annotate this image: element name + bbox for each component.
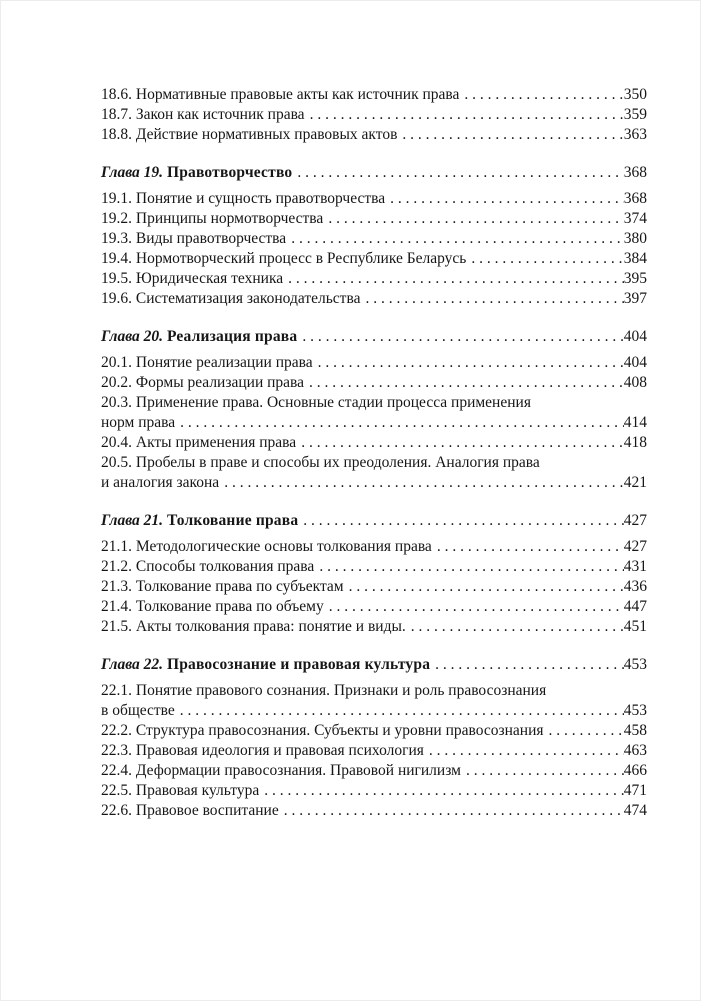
toc-chapter-title: Толкование права xyxy=(166,512,299,529)
toc-entry-row xyxy=(101,163,647,183)
toc-item-entry xyxy=(101,741,647,761)
dot-leader xyxy=(360,289,623,309)
toc-entry-label: 22.3. Правовая идеология и правовая психология xyxy=(101,742,424,759)
toc-entry-label: 22.4. Деформации правосознания. Правовой нигилизм xyxy=(101,762,461,779)
toc-item-entry xyxy=(101,577,647,597)
toc-entry-label: 21.3. Толкование права по субъектам xyxy=(101,578,344,595)
toc-chapter-title: Правосознание и правовая культура xyxy=(166,656,431,673)
toc-entry-row xyxy=(101,721,647,741)
dot-leader xyxy=(313,353,624,373)
toc-entry-label: 22.2. Структура правосознания. Субъекты и уровни правосознания xyxy=(101,722,544,739)
toc-page-number: 384 xyxy=(623,250,647,267)
toc-page-number: 368 xyxy=(623,164,647,181)
table-of-contents xyxy=(101,85,647,821)
toc-entry-row xyxy=(101,761,647,781)
toc-chapter-number: Глава 20. xyxy=(101,328,167,345)
toc-page-number: 427 xyxy=(623,538,647,555)
dot-leader xyxy=(219,473,624,493)
dot-leader xyxy=(430,655,624,675)
toc-page-number: 453 xyxy=(623,702,647,719)
toc-entry-label: в обществе xyxy=(101,702,175,719)
toc-entry-label: 20.1. Понятие реализации права xyxy=(101,354,313,371)
toc-entry-row xyxy=(101,781,647,801)
toc-entry-row xyxy=(101,353,647,373)
toc-entry-label: 21.1. Методологические основы толкования права xyxy=(101,538,432,555)
toc-chapter-entry xyxy=(101,655,647,675)
toc-entry-row xyxy=(101,189,647,209)
toc-page-number: 447 xyxy=(623,598,647,615)
toc-entry-text-line1: 20.5. Пробелы в праве и способы их преодоления. Аналогия права xyxy=(101,454,540,471)
toc-item-entry xyxy=(101,453,647,493)
toc-item-entry xyxy=(101,269,647,289)
toc-page-number: 359 xyxy=(623,106,647,123)
toc-entry-text-line1: 22.1. Понятие правового сознания. Признаки и роль правосознания xyxy=(101,682,547,699)
toc-chapter-entry xyxy=(101,511,647,531)
toc-page-number: 408 xyxy=(623,374,647,391)
toc-entry-row xyxy=(101,701,647,721)
toc-entry-label: 19.5. Юридическая техника xyxy=(101,270,284,287)
toc-entry-row xyxy=(101,801,647,821)
toc-entry-row xyxy=(101,617,647,637)
toc-page-number: 380 xyxy=(623,230,647,247)
toc-item-entry xyxy=(101,393,647,433)
toc-page-number: 436 xyxy=(623,578,647,595)
toc-chapter-entry xyxy=(101,163,647,183)
toc-entry-label: 18.8. Действие нормативных правовых актов xyxy=(101,126,398,143)
toc-item-entry xyxy=(101,781,647,801)
toc-entry-label: и аналогия закона xyxy=(101,474,220,491)
dot-leader xyxy=(283,269,624,289)
dot-leader xyxy=(175,413,624,433)
dot-leader xyxy=(297,327,623,347)
toc-entry-label: 18.6. Нормативные правовые акты как источник права xyxy=(101,86,460,103)
toc-page-number: 374 xyxy=(623,210,647,227)
dot-leader xyxy=(385,189,624,209)
toc-page-number: 368 xyxy=(623,190,647,207)
toc-entry-row xyxy=(101,125,647,145)
toc-item-entry xyxy=(101,373,647,393)
toc-page-number: 474 xyxy=(623,802,647,819)
toc-page-number: 404 xyxy=(623,328,647,345)
toc-entry-label: 21.2. Способы толкования права xyxy=(101,558,315,575)
toc-entry-row xyxy=(101,473,647,493)
toc-page-number: 397 xyxy=(623,290,647,307)
toc-entry-label xyxy=(101,655,430,675)
toc-item-entry xyxy=(101,249,647,269)
toc-entry-row xyxy=(101,373,647,393)
toc-entry-row xyxy=(101,229,647,249)
dot-leader xyxy=(286,229,624,249)
dot-leader xyxy=(175,701,624,721)
toc-item-entry xyxy=(101,801,647,821)
toc-item-entry xyxy=(101,105,647,125)
toc-entry-row xyxy=(101,289,647,309)
dot-leader xyxy=(406,617,624,637)
toc-chapter-number: Глава 21. xyxy=(101,512,167,529)
dot-leader xyxy=(314,557,623,577)
toc-entry-row xyxy=(101,557,647,577)
toc-chapter-entry xyxy=(101,327,647,347)
toc-entry-label: 19.6. Систематизация законодательства xyxy=(101,290,361,307)
toc-entry-row xyxy=(101,327,647,347)
toc-item-entry xyxy=(101,189,647,209)
dot-leader xyxy=(298,511,623,531)
toc-item-entry xyxy=(101,537,647,557)
toc-item-entry xyxy=(101,557,647,577)
dot-leader xyxy=(424,741,624,761)
toc-page-number: 451 xyxy=(623,618,647,635)
toc-entry-row xyxy=(101,269,647,289)
toc-entry-label: 20.2. Формы реализации права xyxy=(101,374,305,391)
toc-entry-label: 21.5. Акты толкования права: понятие и виды. xyxy=(101,618,406,635)
toc-page-number: 421 xyxy=(623,474,647,491)
toc-page-number: 414 xyxy=(623,414,647,431)
toc-item-entry xyxy=(101,761,647,781)
toc-entry-label: 22.6. Правовое воспитание xyxy=(101,802,279,819)
toc-item-entry xyxy=(101,597,647,617)
toc-item-entry xyxy=(101,353,647,373)
dot-leader xyxy=(544,721,624,741)
dot-leader xyxy=(304,373,624,393)
dot-leader xyxy=(259,781,624,801)
toc-page-number: 350 xyxy=(623,86,647,103)
toc-page-number: 463 xyxy=(623,742,647,759)
dot-leader xyxy=(466,249,623,269)
toc-entry-label: 19.2. Принципы нормотворчества xyxy=(101,210,324,227)
toc-page-number: 471 xyxy=(623,782,647,799)
dot-leader xyxy=(432,537,624,557)
dot-leader xyxy=(292,163,623,183)
toc-page-number: 395 xyxy=(623,270,647,287)
toc-entry-row xyxy=(101,433,647,453)
dot-leader xyxy=(344,577,624,597)
dot-leader xyxy=(461,761,624,781)
dot-leader xyxy=(397,125,623,145)
toc-page-number: 453 xyxy=(623,656,647,673)
toc-page-number: 363 xyxy=(623,126,647,143)
dot-leader xyxy=(459,85,623,105)
toc-entry-row xyxy=(101,741,647,761)
toc-chapter-title: Правотворчество xyxy=(166,164,293,181)
dot-leader xyxy=(323,209,623,229)
toc-entry-label xyxy=(101,511,298,531)
toc-page-number: 404 xyxy=(623,354,647,371)
toc-item-entry xyxy=(101,209,647,229)
toc-entry-label: 21.4. Толкование права по объему xyxy=(101,598,324,615)
toc-page-number: 458 xyxy=(623,722,647,739)
toc-item-entry xyxy=(101,85,647,105)
dot-leader xyxy=(305,105,624,125)
toc-entry-label xyxy=(101,327,297,347)
toc-entry-label: 19.4. Нормотворческий процесс в Республике Беларусь xyxy=(101,250,467,267)
toc-entry-row xyxy=(101,209,647,229)
toc-chapter-title: Реализация права xyxy=(166,328,298,345)
dot-leader xyxy=(296,433,624,453)
toc-item-entry xyxy=(101,681,647,721)
toc-entry-row xyxy=(101,85,647,105)
toc-entry-row xyxy=(101,597,647,617)
toc-entry-label: 20.4. Акты применения права xyxy=(101,434,297,451)
toc-item-entry xyxy=(101,125,647,145)
toc-entry-text-line1: 20.3. Применение права. Основные стадии процесса применения xyxy=(101,394,531,411)
dot-leader xyxy=(324,597,624,617)
toc-entry-label: норм права xyxy=(101,414,176,431)
toc-entry-label xyxy=(101,163,292,183)
toc-item-entry xyxy=(101,289,647,309)
toc-entry-label: 19.1. Понятие и сущность правотворчества xyxy=(101,190,386,207)
toc-page-number: 418 xyxy=(623,434,647,451)
dot-leader xyxy=(279,801,624,821)
toc-entry-row xyxy=(101,249,647,269)
toc-item-entry xyxy=(101,229,647,249)
toc-entry-row xyxy=(101,655,647,675)
toc-page-number: 427 xyxy=(623,512,647,529)
toc-item-entry xyxy=(101,721,647,741)
toc-entry-row xyxy=(101,105,647,125)
toc-chapter-number: Глава 22. xyxy=(101,656,167,673)
toc-entry-row xyxy=(101,413,647,433)
toc-page-number: 431 xyxy=(623,558,647,575)
toc-entry-label: 19.3. Виды правотворчества xyxy=(101,230,287,247)
toc-item-entry xyxy=(101,617,647,637)
toc-entry-row xyxy=(101,537,647,557)
toc-entry-label: 22.5. Правовая культура xyxy=(101,782,260,799)
toc-entry-row xyxy=(101,511,647,531)
toc-entry-row xyxy=(101,577,647,597)
toc-page-number: 466 xyxy=(623,762,647,779)
toc-item-entry xyxy=(101,433,647,453)
toc-chapter-number: Глава 19. xyxy=(101,164,167,181)
toc-entry-label: 18.7. Закон как источник права xyxy=(101,106,305,123)
